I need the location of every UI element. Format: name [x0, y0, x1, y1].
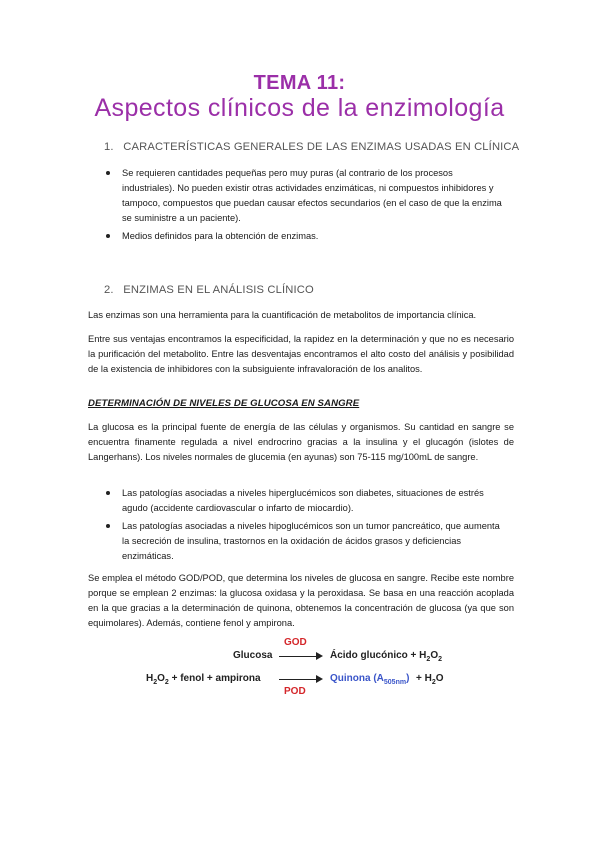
reaction-2-reactants: $H_2O_2$ + fenol + ampirona — [146, 673, 261, 686]
list-item: Medios definidos para la obtención de enzimas. — [104, 229, 504, 244]
reaction-2-arrow-icon — [279, 679, 321, 680]
reaction-1-product: Ácido glucónico + $H_2O_2$ — [330, 650, 442, 663]
bullet-icon — [106, 524, 110, 528]
reaction-1-enzyme: GOD — [284, 637, 307, 648]
section-1-number: 1. — [104, 141, 114, 153]
reaction-1-reactant: Glucosa — [233, 650, 273, 661]
paragraph: Entre sus ventajas encontramos la especificidad, la rapidez en la determinación y que no es necesario la purificación del metabolito. Entre las desventajas encontramos el alto costo del análisis y posibilidad de la existencia de inhibidores con la subsiguiente infravaloración de los analitos. — [88, 334, 514, 374]
section-2-heading — [104, 284, 314, 296]
bullet-icon — [106, 491, 110, 495]
list-item: Se requieren cantidades pequeñas pero muy puras (al contrario de los procesos industriales). No pueden existir otras actividades enzimáticas, ni compuestos inhibidores y tampoco, compuestos que puedan causar efectos secundarios (en el caso de que la enzima se suministre a un paciente). — [104, 166, 504, 226]
paragraph: La glucosa es la principal fuente de energía de las células y organismos. Su cantidad en sangre se encuentra finamente regulada a nivel endrocrino gracias a la insulina y el glucagón (islotes de Langerhans). Los niveles normales de glucemia (en ayunas) son 75-115 mg/100mL de sangre. — [88, 422, 514, 462]
bullet-icon — [106, 234, 110, 238]
paragraph: Las enzimas son una herramienta para la cuantificación de metabolitos de importancia clínica. — [88, 310, 477, 320]
section-1-heading — [104, 141, 519, 153]
reaction-2-byproduct: + $H_2O$ — [416, 673, 444, 686]
bullet-icon — [106, 171, 110, 175]
section-2-bullets — [104, 486, 504, 567]
paragraph: Se emplea el método GOD/POD, que determina los niveles de glucosa en sangre. Recibe este nombre porque se emplean 2 enzimas: la glucosa oxidasa y la peroxidasa. Se basa en una reacción acoplada en la que gracias a la determinación de quinona, obtenemos la concentración de glucosa (ya que son equimolares). Además, contiene fenol y ampirona. — [88, 573, 514, 628]
list-item: Las patologías asociadas a niveles hiperglucémicos son diabetes, situaciones de estrés agudo (accidente cardiovascular o infarto de miocardio). — [104, 486, 504, 516]
section-2-number: 2. — [104, 284, 114, 296]
subsection-heading: DETERMINACIÓN DE NIVELES DE GLUCOSA EN SANGRE — [88, 398, 360, 409]
reaction-2-product: Quinona $(A_{505nm})$ — [330, 673, 410, 686]
topic-number: TEMA 11: — [253, 72, 346, 94]
section-1-title: CARACTERÍSTICAS GENERALES DE LAS ENZIMAS USADAS EN CLÍNICA — [123, 141, 520, 153]
reaction-2-enzyme: POD — [284, 686, 306, 697]
section-2-title: ENZIMAS EN EL ANÁLISIS CLÍNICO — [123, 284, 314, 296]
section-1-bullets — [104, 166, 504, 247]
reaction-1-arrow-icon — [279, 656, 321, 657]
page-title: Aspectos clínicos de la enzimología — [94, 94, 505, 122]
list-item: Las patologías asociadas a niveles hipoglucémicos son un tumor pancreático, que aumenta la secreción de insulina, trastornos en la oxidación de ácidos grasos y deficiencias enzimáticas. — [104, 519, 504, 564]
